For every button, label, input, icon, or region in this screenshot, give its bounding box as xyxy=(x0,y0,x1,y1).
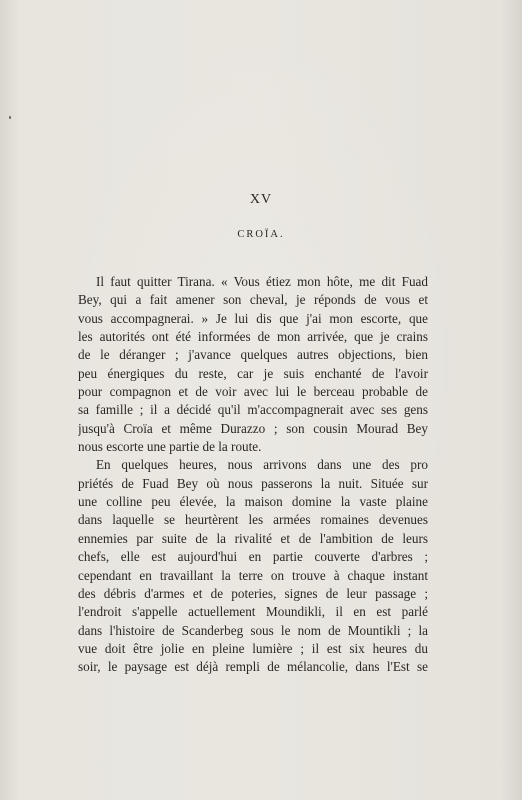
text-line: les autorités ont été informées de mon arrivée, que je crains xyxy=(78,329,428,345)
text-line: Bey, qui a fait amener son cheval, je réponds de vous et xyxy=(78,292,428,308)
text-line: soir, le paysage est déjà rempli de mélancolie, dans l'Est se xyxy=(78,659,428,675)
text-line: une colline peu élevée, la maison domine la vaste plaine xyxy=(78,494,428,510)
text-line: chefs, elle est aujourd'hui en partie couverte d'arbres ; xyxy=(78,549,428,565)
text-line: En quelques heures, nous arrivons dans une des pro xyxy=(96,457,428,473)
text-line: dans laquelle se heurtèrent les armées romaines devenues xyxy=(78,512,428,528)
chapter-number: XV xyxy=(249,192,273,207)
text-line: Il faut quitter Tirana. « Vous étiez mon hôte, me dit Fuad xyxy=(96,274,428,289)
text-line: l'endroit s'appelle actuellement Moundikli, il en est parlé xyxy=(78,604,428,620)
body-text xyxy=(78,273,428,677)
text-line: vue doit être jolie en pleine lumière ; il est six heures du xyxy=(78,640,428,656)
text-line: de le déranger ; j'avance quelques autres objections, bien xyxy=(78,347,428,363)
text-line: jusqu'à Croïa et même Durazzo ; son cousin Mourad Bey xyxy=(78,420,428,436)
text-line: nous escorte une partie de la route. xyxy=(78,439,262,455)
paragraph-1 xyxy=(78,273,428,456)
paragraph-2 xyxy=(78,456,428,676)
text-line: sa famille ; il a décidé qu'il m'accompagnerait avec ses gens xyxy=(78,402,428,418)
text-line: pour compagnon et de voir avec lui le berceau probable de xyxy=(78,384,428,400)
chapter-title: CROÏA. xyxy=(237,229,285,240)
text-line: vous accompagnerai. » Je lui dis que j'ai mon escorte, que xyxy=(78,310,428,326)
text-line: des débris d'armes et de poteries, signes de leur passage ; xyxy=(78,585,428,601)
text-line: ennemies par suite de la rivalité et de l'ambition de leurs xyxy=(78,530,428,546)
text-line: dans l'histoire de Scanderbeg sous le nom de Mountikli ; la xyxy=(78,622,428,638)
text-line: cependant en travaillant la terre on trouve à chaque instant xyxy=(78,567,428,583)
text-line: priétés de Fuad Bey où nous passerons la nuit. Située sur xyxy=(78,475,428,491)
text-line: peu énergiques du reste, car je suis enchanté de l'avoir xyxy=(78,365,428,381)
paper-speck xyxy=(9,116,11,119)
